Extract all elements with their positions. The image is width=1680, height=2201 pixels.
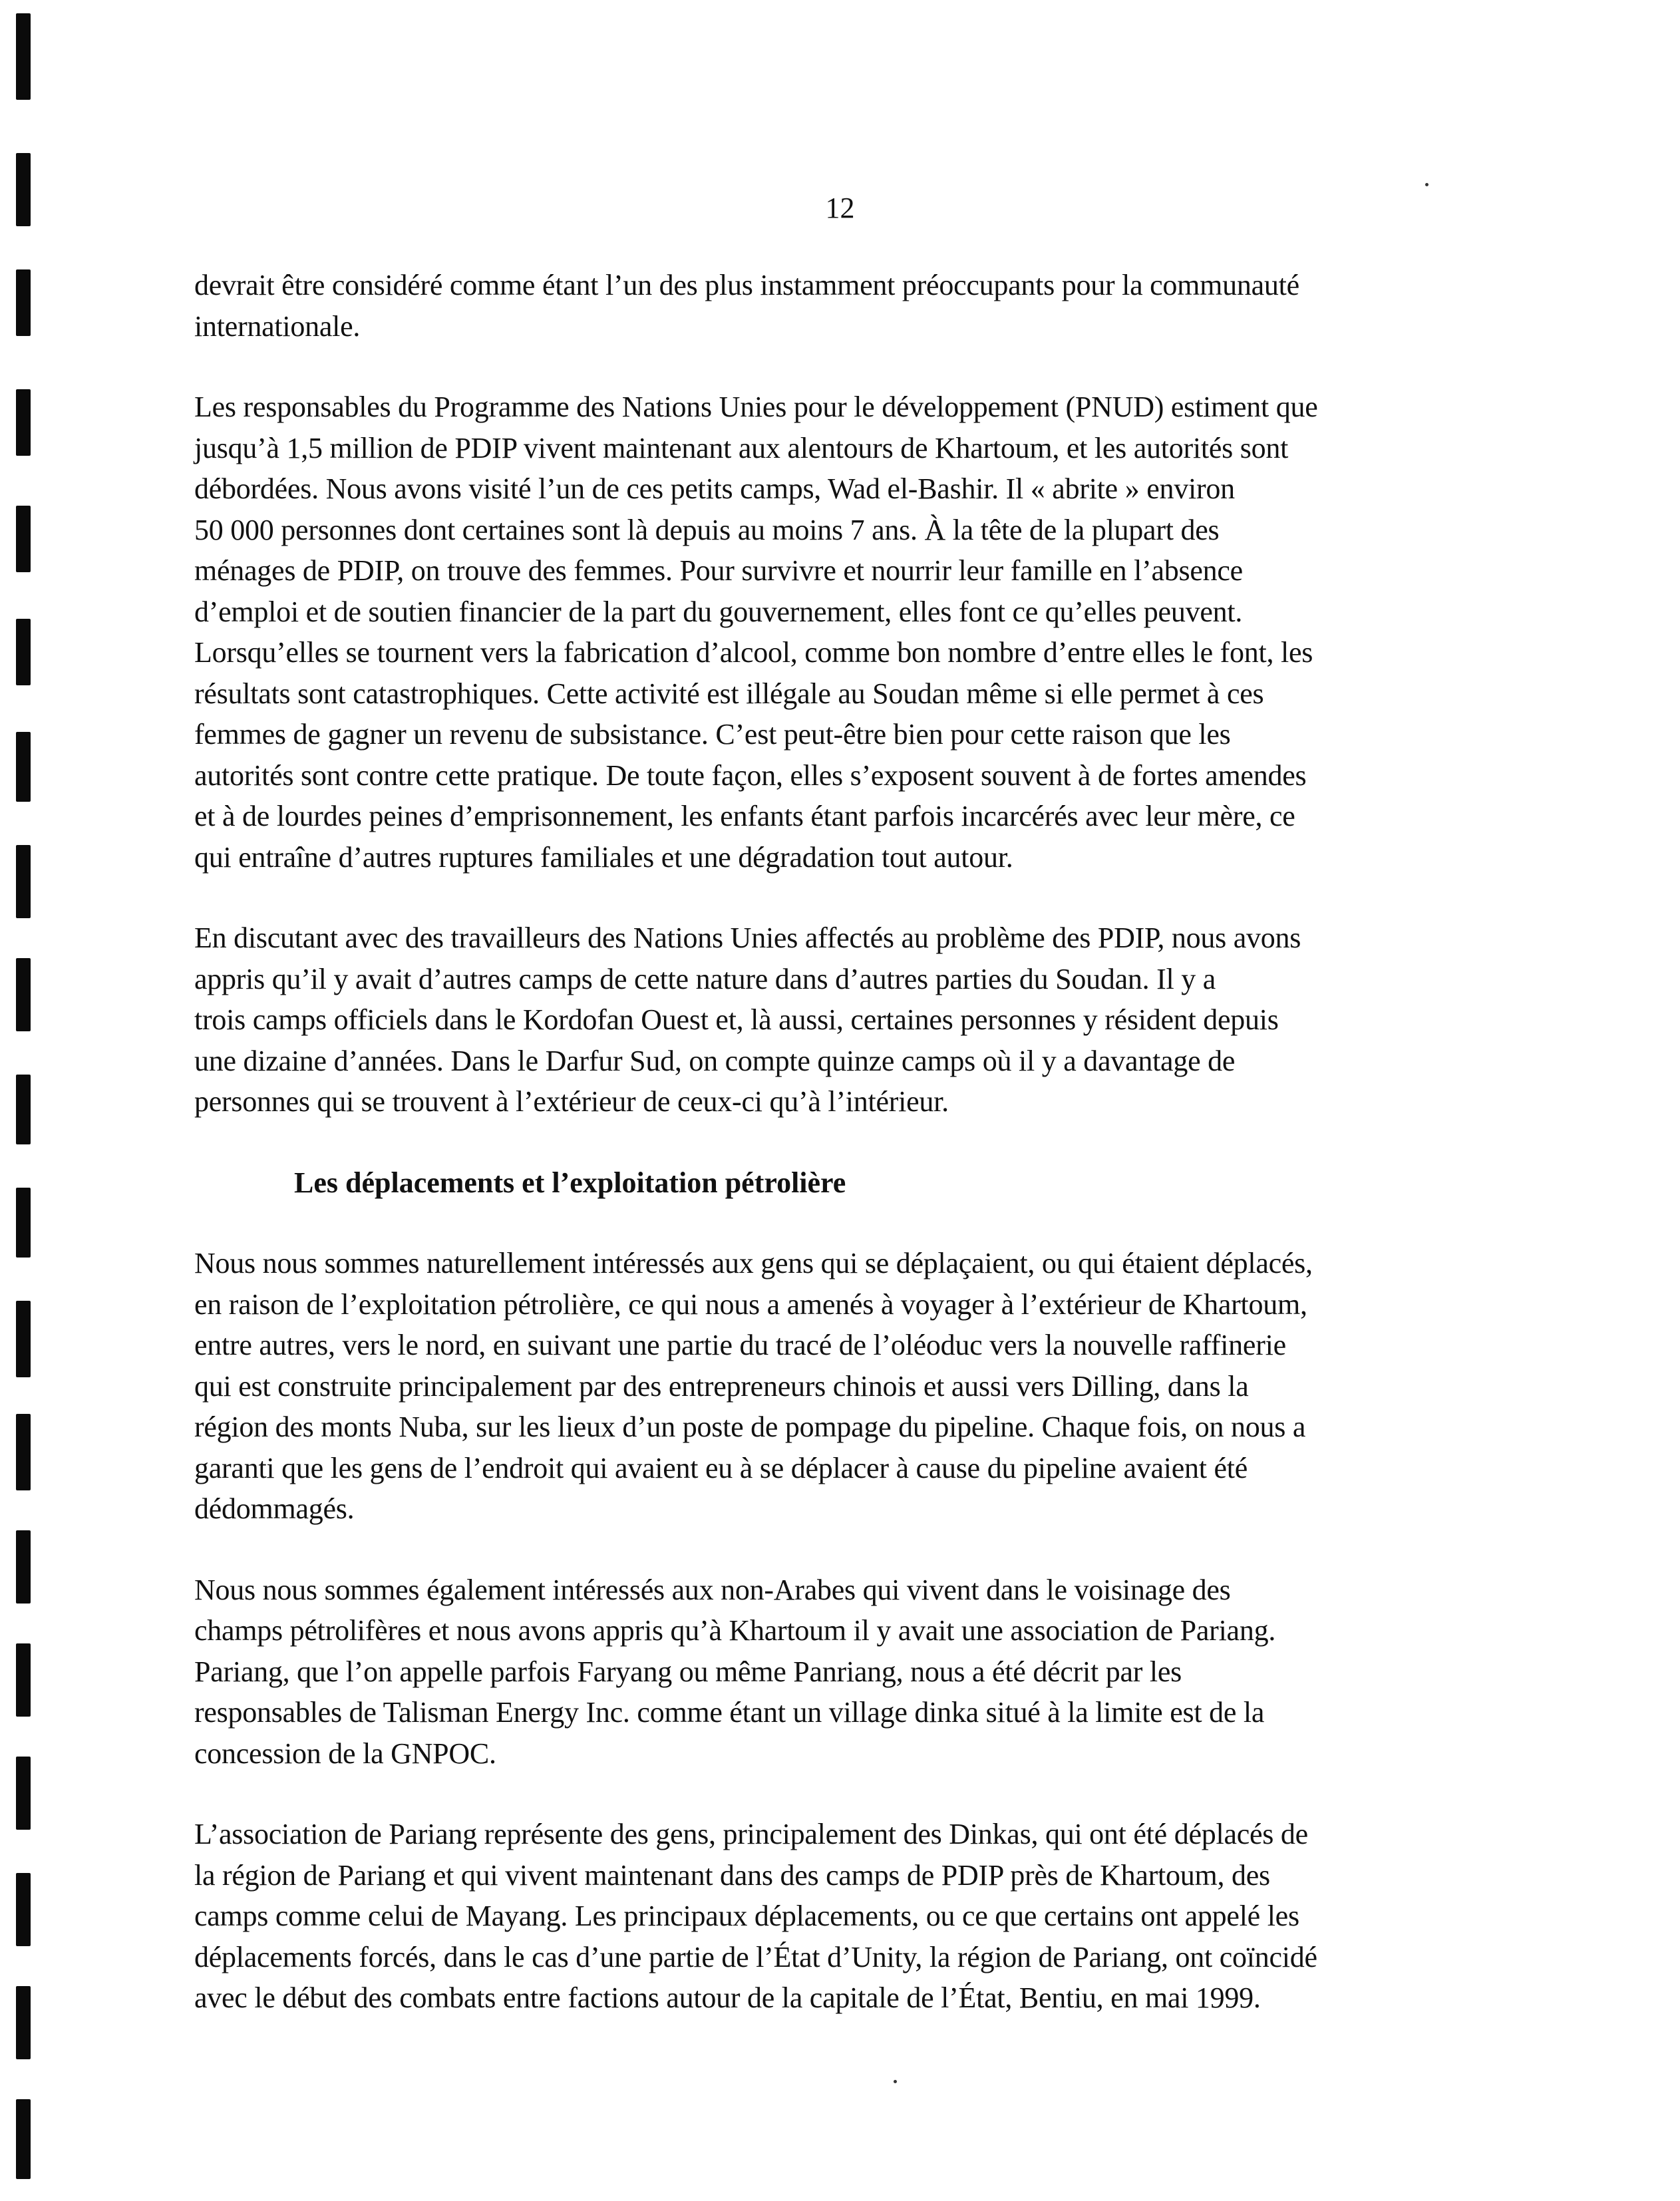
scan-mark (16, 1301, 31, 1377)
text-line: appris qu’il y avait d’autres camps de cette nature dans d’autres parties du Soudan. Il y a (194, 962, 1216, 995)
scan-mark (16, 1873, 31, 1946)
text-line: une dizaine d’années. Dans le Darfur Sud, on compte quinze camps où il y a davantage de (194, 1044, 1236, 1077)
text-line: ménages de PDIP, on trouve des femmes. Pour survivre et nourrir leur famille en l’absence (194, 554, 1243, 587)
text-line: Lorsqu’elles se tournent vers la fabrication d’alcool, comme bon nombre d’entre elles le font, les (194, 636, 1313, 669)
text-line: devrait être considéré comme étant l’un des plus instamment préoccupants pour la communauté (194, 269, 1299, 301)
text-line: avec le début des combats entre factions autour de la capitale de l’État, Bentiu, en mai 1999. (194, 1981, 1261, 2014)
scan-mark (16, 1986, 31, 2059)
text-line: personnes qui se trouvent à l’extérieur de ceux-ci qu’à l’intérieur. (194, 1085, 949, 1118)
text-line: L’association de Pariang représente des gens, principalement des Dinkas, qui ont été déplacés de (194, 1818, 1308, 1850)
text-line: en raison de l’exploitation pétrolière, ce qui nous a amenés à voyager à l’extérieur de Khartoum, (194, 1287, 1307, 1321)
paragraph (194, 918, 1498, 1122)
scan-mark (16, 13, 31, 100)
scan-mark (16, 958, 31, 1031)
text-line: qui entraîne d’autres ruptures familiales et une dégradation tout autour. (194, 840, 1013, 874)
text-line: région des monts Nuba, sur les lieux d’un poste de pompage du pipeline. Chaque fois, on nous a (194, 1411, 1306, 1443)
scan-mark (16, 269, 31, 336)
text-line: d’emploi et de soutien financier de la part du gouvernement, elles font ce qu’elles peuvent. (194, 595, 1243, 628)
text-line: camps comme celui de Mayang. Les principaux déplacements, ou ce que certains ont appelé les (194, 1900, 1299, 1932)
text-line: autorités sont contre cette pratique. De toute façon, elles s’exposent souvent à de fortes amendes (194, 759, 1307, 792)
scan-mark (16, 2099, 31, 2179)
text-line: femmes de gagner un revenu de subsistance. C’est peut-être bien pour cette raison que les (194, 718, 1231, 751)
paragraph (194, 1570, 1498, 1775)
text-line: internationale. (194, 309, 361, 343)
text-line: Pariang, que l’on appelle parfois Faryang ou même Panriang, nous a été décrit par les (194, 1655, 1182, 1688)
text-line: dédommagés. (194, 1492, 355, 1525)
text-line: responsables de Talisman Energy Inc. comme étant un village dinka situé à la limite est de la (194, 1696, 1265, 1729)
paragraph (194, 265, 1498, 347)
scan-mark (16, 1414, 31, 1490)
scan-mark (16, 845, 31, 918)
section-heading: Les déplacements et l’exploitation pétrolière (294, 1166, 846, 1199)
paragraph (194, 1243, 1498, 1530)
text-line: qui est construite principalement par des entrepreneurs chinois et aussi vers Dilling, dans la (194, 1369, 1249, 1403)
paragraph (194, 387, 1498, 878)
document-body (194, 265, 1498, 2059)
text-line: Nous nous sommes également intéressés aux non-Arabes qui vivent dans le voisinage des (194, 1573, 1231, 1606)
text-line: Les responsables du Programme des Nations Unies pour le développement (PNUD) estiment que (194, 391, 1318, 423)
scan-mark (16, 732, 31, 802)
text-line: et à de lourdes peines d’emprisonnement, les enfants étant parfois incarcérés avec leur mère, ce (194, 800, 1295, 832)
text-line: champs pétrolifères et nous avons appris qu’à Khartoum il y avait une association de Pariang. (194, 1614, 1276, 1647)
text-line: jusqu’à 1,5 million de PDIP vivent maintenant aux alentours de Khartoum, et les autorités sont (194, 431, 1289, 464)
text-line: résultats sont catastrophiques. Cette activité est illégale au Soudan même si elle permet à ces (194, 677, 1264, 710)
scan-mark (16, 1188, 31, 1258)
scan-mark (16, 1075, 31, 1144)
scan-speck (894, 2080, 897, 2083)
scan-mark (16, 389, 31, 456)
scan-speck (1425, 183, 1428, 186)
scan-mark (16, 619, 31, 685)
text-line: 50 000 personnes dont certaines sont là depuis au moins 7 ans. À la tête de la plupart des (194, 513, 1220, 546)
text-line: la région de Pariang et qui vivent maintenant dans des camps de PDIP près de Khartoum, des (194, 1858, 1270, 1892)
scan-mark (16, 1757, 31, 1830)
scan-mark (16, 506, 31, 572)
text-line: garanti que les gens de l’endroit qui avaient eu à se déplacer à cause du pipeline avaient été (194, 1451, 1248, 1484)
text-line: trois camps officiels dans le Kordofan Ouest et, là aussi, certaines personnes y résident depuis (194, 1003, 1279, 1036)
page-number: 12 (825, 192, 855, 224)
text-line: entre autres, vers le nord, en suivant une partie du tracé de l’oléoduc vers la nouvelle raffinerie (194, 1329, 1286, 1361)
text-line: Nous nous sommes naturellement intéressés aux gens qui se déplaçaient, ou qui étaient déplacés, (194, 1247, 1313, 1279)
text-line: déplacements forcés, dans le cas d’une partie de l’État d’Unity, la région de Pariang, ont coïncidé (194, 1940, 1317, 1973)
paragraph (194, 1814, 1498, 2019)
text-line: concession de la GNPOC. (194, 1737, 496, 1770)
scan-mark (16, 1643, 31, 1717)
text-line: En discutant avec des travailleurs des Nations Unies affectés au problème des PDIP, nous avons (194, 922, 1301, 954)
scan-margin-marks (0, 0, 60, 2201)
scan-mark (16, 1530, 31, 1604)
text-line: débordées. Nous avons visité l’un de ces petits camps, Wad el-Bashir. Il « abrite » environ (194, 472, 1235, 505)
